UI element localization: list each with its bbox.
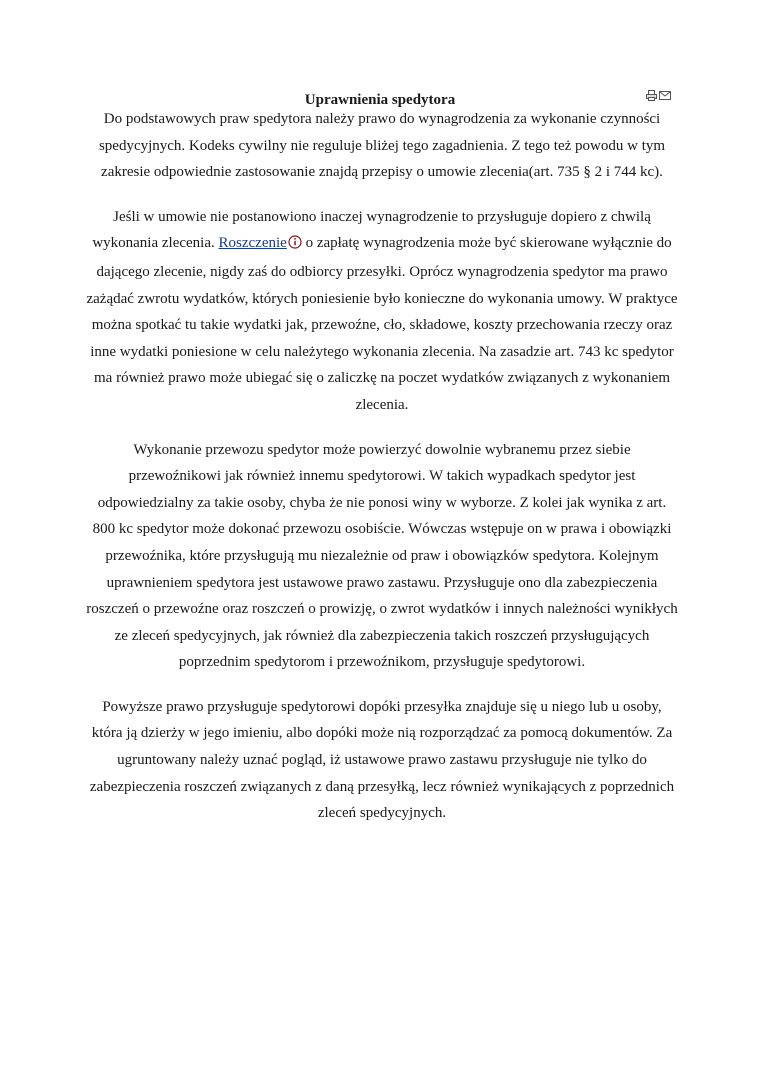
- roszczenie-link[interactable]: Roszczenie: [218, 235, 287, 252]
- paragraph-2-before: Jeśli w umowie nie postanowiono inaczej wynagrodzenie to przysługuje dopiero z chwilą wykonania zlecenia.: [92, 208, 651, 252]
- info-icon[interactable]: [288, 232, 302, 259]
- paragraph-1: Do podstawowych praw spedytora należy prawo do wynagrodzenia za wykonanie czynności spedycyjnych. Kodeks cywilny nie reguluje bliżej tego zagadnienia. Z tego też powodu w tym zakresie odpowiednie zastosowanie znajdą przepisy o umowie zlecenia(art. 735 § 2 i 744 kc).: [98, 111, 666, 181]
- paragraph-2: [86, 204, 678, 419]
- article-body: [86, 106, 678, 845]
- paragraph-3: Wykonanie przewozu spedytor może powierzyć dowolnie wybranemu przez siebie przewoźnikowi jak również innemu spedytorowi. W takich wypadkach spedytor jest odpowiedzialny za takie osoby, chyba że nie ponosi winy w wyborze. Z kolei jak wynika z art. 800 kc spedytor może dokonać przewozu osobiście. Wówczas wstępuje on w prawa i obowiązki przewoźnika, które przysługują mu niezależnie od praw i obowiązków spedytora. Kolejnym uprawnieniem spedytora jest ustawowe prawo zastawu. Przysługuje ono dla zabezpieczenia roszczeń o przewoźne oraz roszczeń o prowizję, o zwrot wydatków i innych należności wynikłych ze zleceń spedycyjnych, jak również dla zabezpieczenia takich roszczeń przysługujących poprzednim spedytorom i przewoźnikom, przysługuje spedytorowi.: [86, 441, 678, 671]
- paragraph-4: Powyższe prawo przysługuje spedytorowi dopóki przesyłka znajduje się u niego lub u osoby, która ją dzierży w jego imieniu, albo dopóki może nią rozporządzać za pomocą dokumentów. Za ugruntowany należy uznać pogląd, iż ustawowe prawo zastawu przysługuje nie tylko do zabezpieczenia roszczeń związanych z daną przesyłką, lecz również wynikających z poprzednich zleceń spedycyjnych.: [89, 698, 675, 822]
- paragraph-2-after: o zapłatę wynagrodzenia może być skierowane wyłącznie do dającego zlecenie, nigdy zaś do odbiorcy przesyłki. Oprócz wynagrodzenia spedytor ma prawo zażądać zwrotu wydatków, których poniesienie było konieczne do wykonania umowy. W praktyce można spotkać tu takie wydatki jak, przewoźne, cło, składowe, koszty przechowania rzeczy oraz inne wydatki poniesione w celu należytego wykonania zlecenia. Na zasadzie art. 743 kc spedytor ma również prawo może ubiegać się o zaliczkę na poczet wydatków związanych z wykonaniem zlecenia.: [86, 235, 678, 413]
- document-tools: [646, 88, 671, 106]
- print-icon[interactable]: [646, 88, 657, 106]
- email-icon[interactable]: [659, 88, 671, 106]
- page-title: Uprawnienia spedytora: [304, 92, 456, 108]
